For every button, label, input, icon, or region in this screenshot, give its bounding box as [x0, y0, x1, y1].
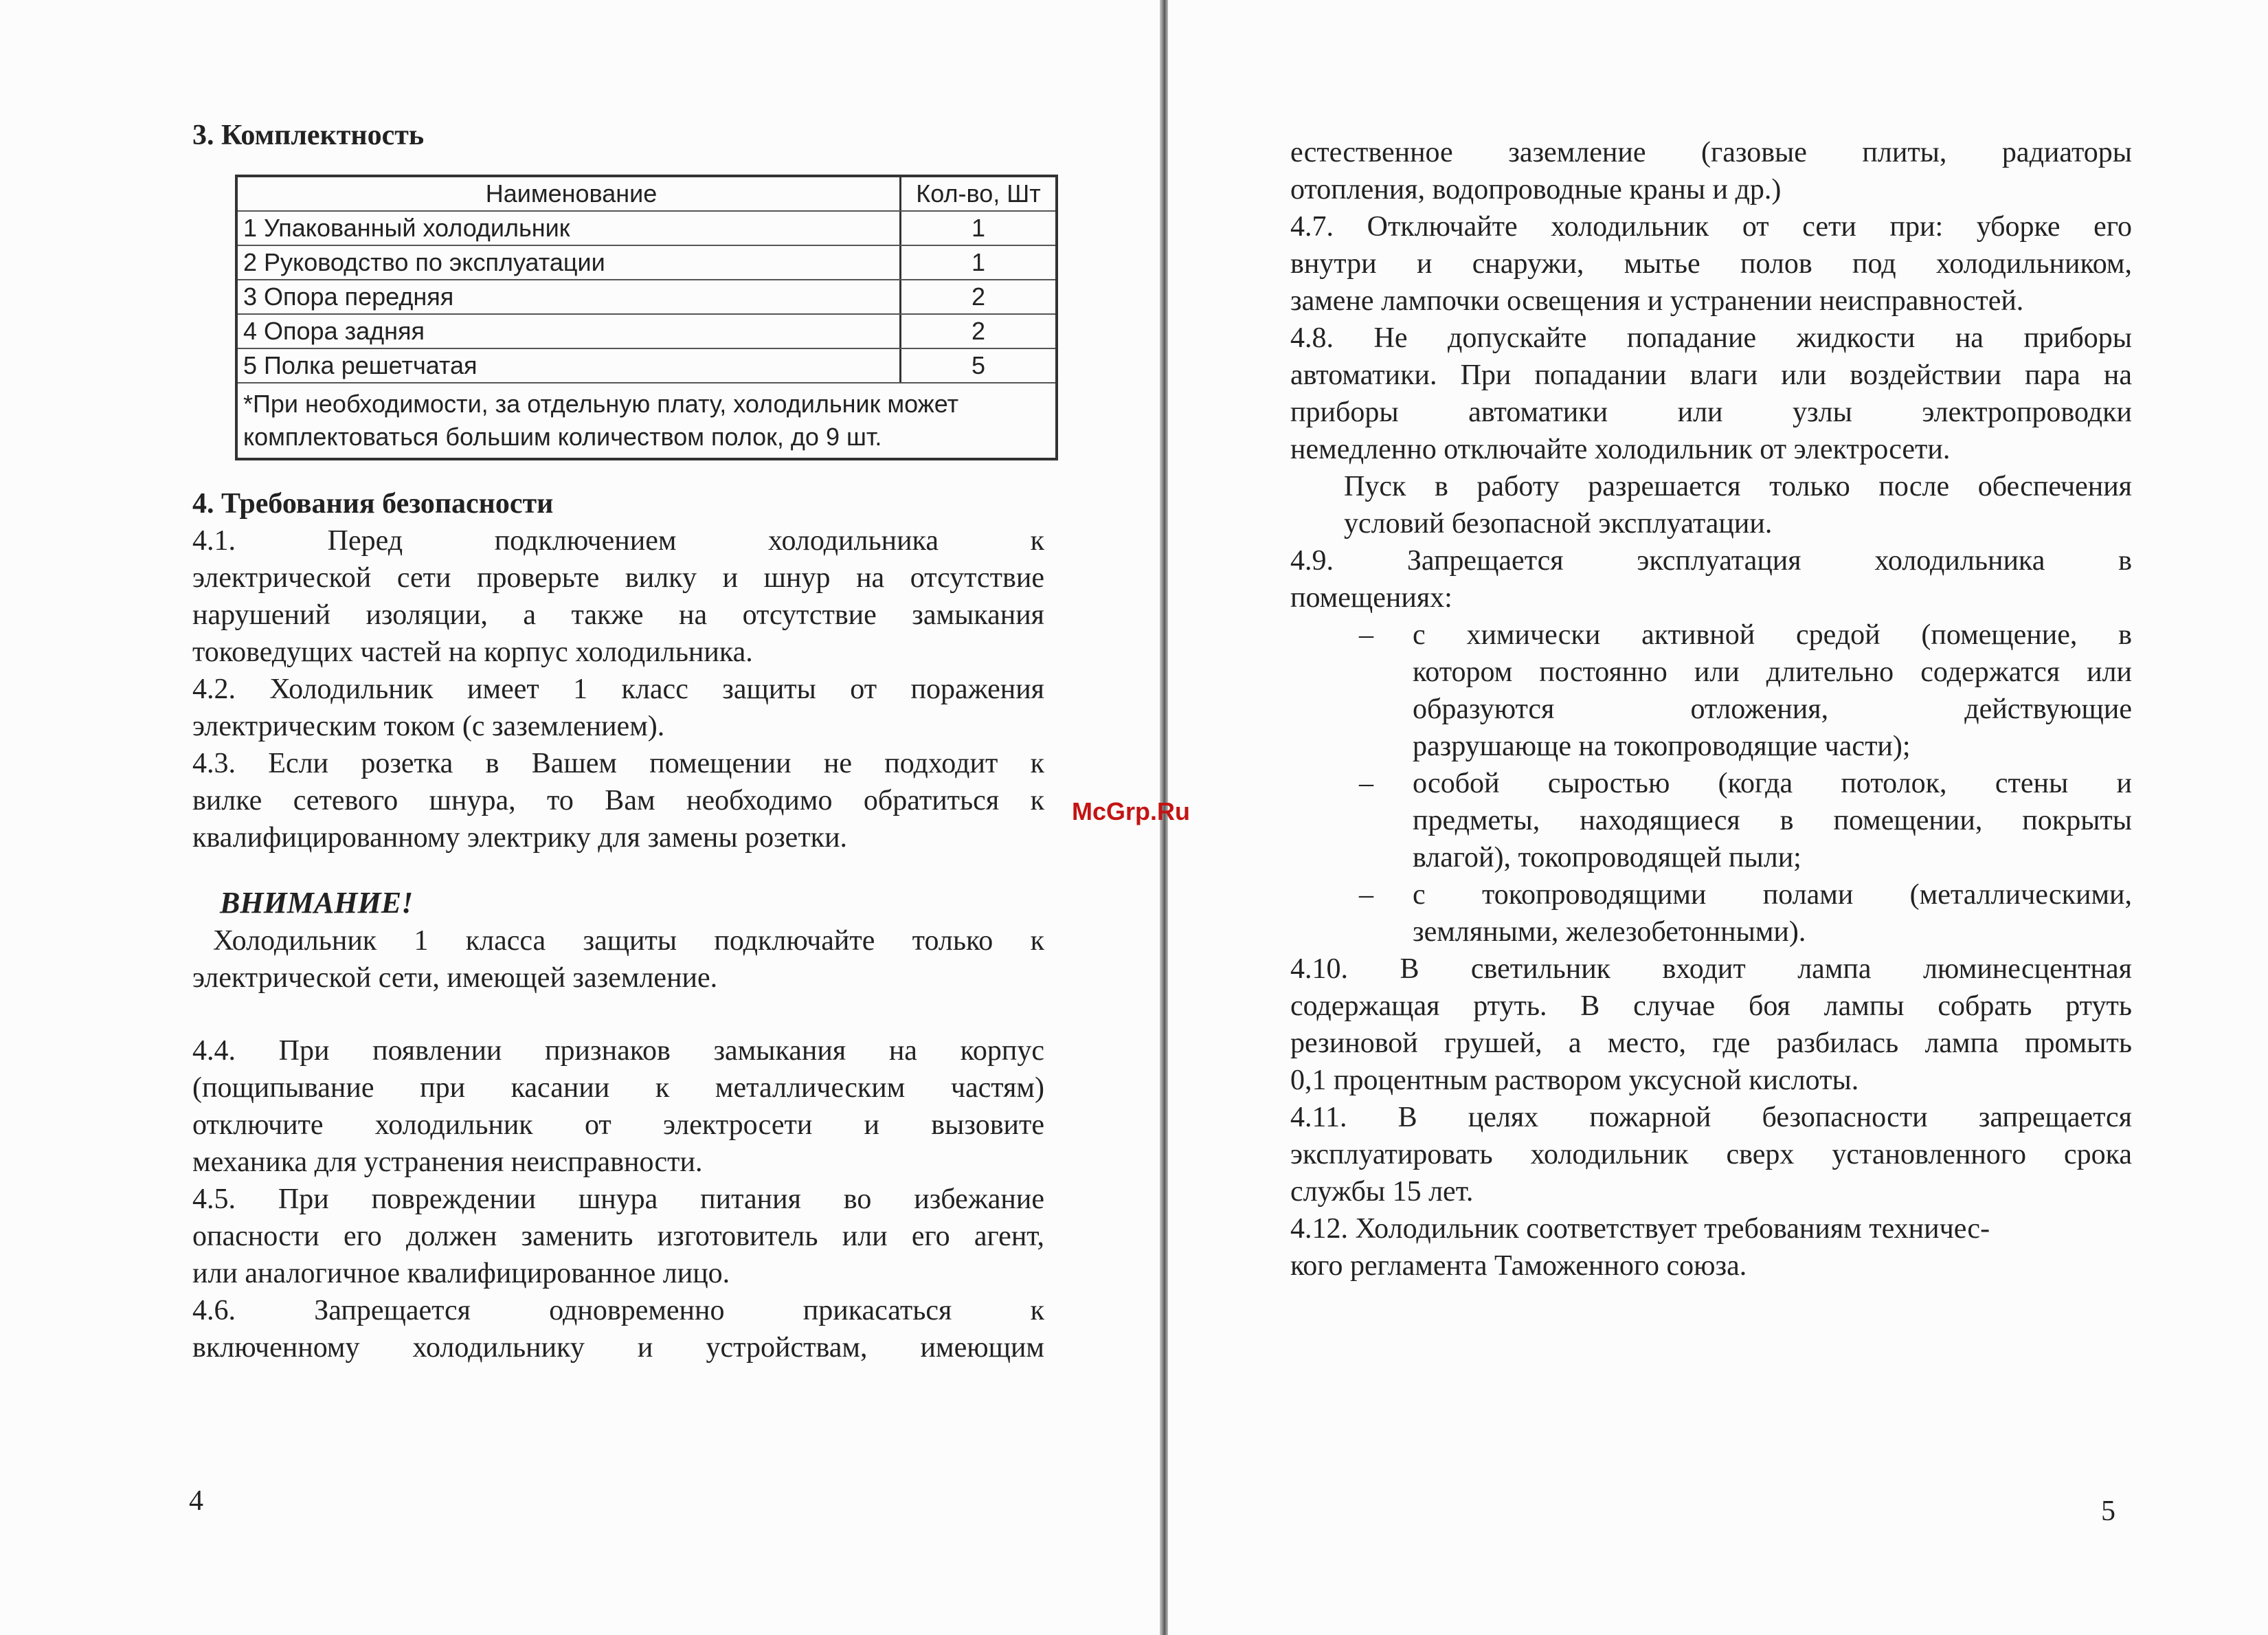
paragraph-4-4	[192, 1032, 1044, 1181]
text-line: условий безопасной эксплуатации.	[1344, 508, 1773, 540]
text-line: включенному холодильнику и устройствам, имеющим	[192, 1332, 1044, 1364]
section-3-title: 3. Комплектность	[192, 120, 425, 151]
text-line: с токопроводящими полами (металлическими,	[1413, 879, 2132, 911]
text-line: 4.6. Запрещается одновременно прикасаться к	[192, 1295, 1044, 1326]
text-line: электрическим током (с заземлением).	[192, 711, 665, 742]
right-page	[1168, 0, 2268, 1635]
paragraph-4-6	[192, 1292, 1044, 1366]
text-line: (пощипывание при касании к металлическим частям)	[192, 1072, 1044, 1104]
attention-text	[192, 922, 1044, 997]
table-cell-qty: 5	[971, 351, 986, 379]
left-column	[192, 117, 1044, 1366]
text-line: 4.1. Перед подключением холодильника к	[192, 525, 1044, 557]
start-note	[1290, 468, 2132, 542]
paragraph-4-8	[1290, 320, 2132, 468]
text-line: немедленно отключайте холодильник от электросети.	[1290, 434, 1951, 465]
text-line: 4.7. Отключайте холодильник от сети при: уборке его	[1290, 211, 2132, 243]
text-line: с химически активной средой (помещение, в	[1413, 619, 2132, 651]
text-line: электрической сети, имеющей заземление.	[192, 962, 718, 994]
table-cell-qty: 1	[971, 214, 986, 242]
table-row	[238, 212, 1055, 246]
text-line: кого регламента Таможенного союза.	[1290, 1250, 1747, 1282]
text-line: службы 15 лет.	[1290, 1176, 1474, 1208]
table-cell-qty: 2	[971, 282, 986, 311]
text-line: земляными, железобетонными).	[1413, 916, 1806, 948]
paragraph-4-6-continued	[1290, 134, 2132, 208]
text-line: 4.12. Холодильник соответствует требованиям техничес-	[1290, 1213, 1990, 1245]
table-header-row	[238, 177, 1055, 212]
text-line: механика для устранения неисправности.	[192, 1146, 703, 1178]
text-line: естественное заземление (газовые плиты, радиаторы	[1290, 137, 2132, 168]
table-note	[238, 383, 1055, 458]
list-item	[1290, 616, 2132, 765]
paragraph-4-12	[1290, 1210, 2132, 1284]
table-cell-name: 2 Руководство по эксплуатации	[238, 246, 901, 279]
paragraph-4-1	[192, 522, 1044, 671]
text-line: содержащая ртуть. В случае боя лампы собрать ртуть	[1290, 990, 2132, 1022]
column-header-name: Наименование	[238, 177, 901, 210]
bullet-list	[1290, 616, 2132, 950]
text-line: Пуск в работу разрешается только после обеспечения	[1344, 471, 2132, 502]
text-line: автоматики. При попадании влаги или воздействии пара на	[1290, 359, 2132, 391]
right-column	[1290, 134, 2132, 1284]
text-line: внутри и снаружи, мытье полов под холодильником,	[1290, 248, 2132, 280]
table-cell-name: 1 Упакованный холодильник	[238, 212, 901, 245]
text-line: Холодильник 1 класса защиты подключайте только к	[213, 925, 1044, 957]
list-item	[1290, 876, 2132, 950]
text-line: влагой), токопроводящей пыли;	[1413, 842, 1801, 874]
page-number: 5	[2101, 1495, 2115, 1527]
equipment-table	[235, 175, 1058, 460]
text-line: отопления, водопроводные краны и др.)	[1290, 174, 1782, 205]
section-4-title: 4. Требования безопасности	[192, 488, 554, 520]
text-line: помещениях:	[1290, 582, 1452, 614]
attention-title: ВНИМАНИЕ!	[220, 886, 414, 920]
text-line: 4.10. В светильник входит лампа люминесцентная	[1290, 953, 2132, 985]
table-cell-qty: 2	[971, 317, 986, 345]
text-line: особой сыростью (когда потолок, стены и	[1413, 768, 2132, 799]
text-line: 4.5. При повреждении шнура питания во избежание	[192, 1183, 1044, 1215]
text-line: 4.9. Запрещается эксплуатация холодильника в	[1290, 545, 2132, 577]
text-line: резиновой грушей, а место, где разбилась лампа промыть	[1290, 1027, 2132, 1059]
text-line: 4.4. При появлении признаков замыкания на корпус	[192, 1035, 1044, 1067]
dash-marker: –	[1359, 768, 1373, 799]
paragraph-4-11	[1290, 1099, 2132, 1210]
text-line: котором постоянно или длительно содержатся или	[1413, 656, 2132, 688]
table-note-line: комплектоваться большим количеством полок, до 9 шт.	[243, 423, 882, 451]
text-line: замене лампочки освещения и устранении неисправностей.	[1290, 285, 2024, 317]
paragraph-4-10	[1290, 950, 2132, 1099]
paragraph-4-7	[1290, 208, 2132, 320]
paragraph-4-5	[192, 1181, 1044, 1292]
watermark-link[interactable]: McGrp.Ru	[1072, 797, 1191, 825]
text-line: отключите холодильник от электросети и вызовите	[192, 1109, 1044, 1141]
table-row	[238, 246, 1055, 280]
table-cell-name: 4 Опора задняя	[238, 315, 901, 348]
table-note-line: *При необходимости, за отдельную плату, холодильник может	[243, 390, 959, 418]
paragraph-4-3	[192, 745, 1044, 856]
paragraph-4-9	[1290, 542, 2132, 616]
list-item	[1290, 765, 2132, 876]
table-cell-name: 3 Опора передняя	[238, 280, 901, 313]
text-line: 4.8. Не допускайте попадание жидкости на приборы	[1290, 322, 2132, 354]
text-line: вилке сетевого шнура, то Вам необходимо обратиться к	[192, 785, 1044, 816]
text-line: нарушений изоляции, а также на отсутствие замыкания	[192, 599, 1044, 631]
text-line: 4.2. Холодильник имеет 1 класс защиты от поражения	[192, 674, 1044, 705]
text-line: 4.11. В целях пожарной безопасности запрещается	[1290, 1102, 2132, 1133]
text-line: 0,1 процентным раствором уксусной кислоты.	[1290, 1065, 1859, 1096]
text-line: предметы, находящиеся в помещении, покрыты	[1413, 805, 2132, 836]
text-line: образуются отложения, действующие	[1413, 693, 2132, 725]
table-cell-name: 5 Полка решетчатая	[238, 349, 901, 382]
text-line: или аналогичное квалифицированное лицо.	[192, 1258, 730, 1289]
paragraph-4-2	[192, 671, 1044, 745]
dash-marker: –	[1359, 619, 1373, 651]
text-line: эксплуатировать холодильник сверх установленного срока	[1290, 1139, 2132, 1170]
text-line: приборы автоматики или узлы электропроводки	[1290, 397, 2132, 428]
table-row	[238, 349, 1055, 383]
dash-marker: –	[1359, 879, 1373, 911]
text-line: электрической сети проверьте вилку и шнур на отсутствие	[192, 562, 1044, 594]
text-line: 4.3. Если розетка в Вашем помещении не подходит к	[192, 748, 1044, 779]
table-cell-qty: 1	[971, 248, 986, 276]
page-number: 4	[189, 1485, 203, 1517]
table-row	[238, 280, 1055, 315]
column-header-qty: Кол-во, Шт	[916, 179, 1041, 208]
text-line: разрушающе на токопроводящие части);	[1413, 731, 1911, 762]
text-line: опасности его должен заменить изготовитель или его агент,	[192, 1221, 1044, 1252]
text-line: токоведущих частей на корпус холодильника.	[192, 636, 753, 668]
table-row	[238, 315, 1055, 349]
text-line: квалифицированному электрику для замены розетки.	[192, 822, 848, 854]
